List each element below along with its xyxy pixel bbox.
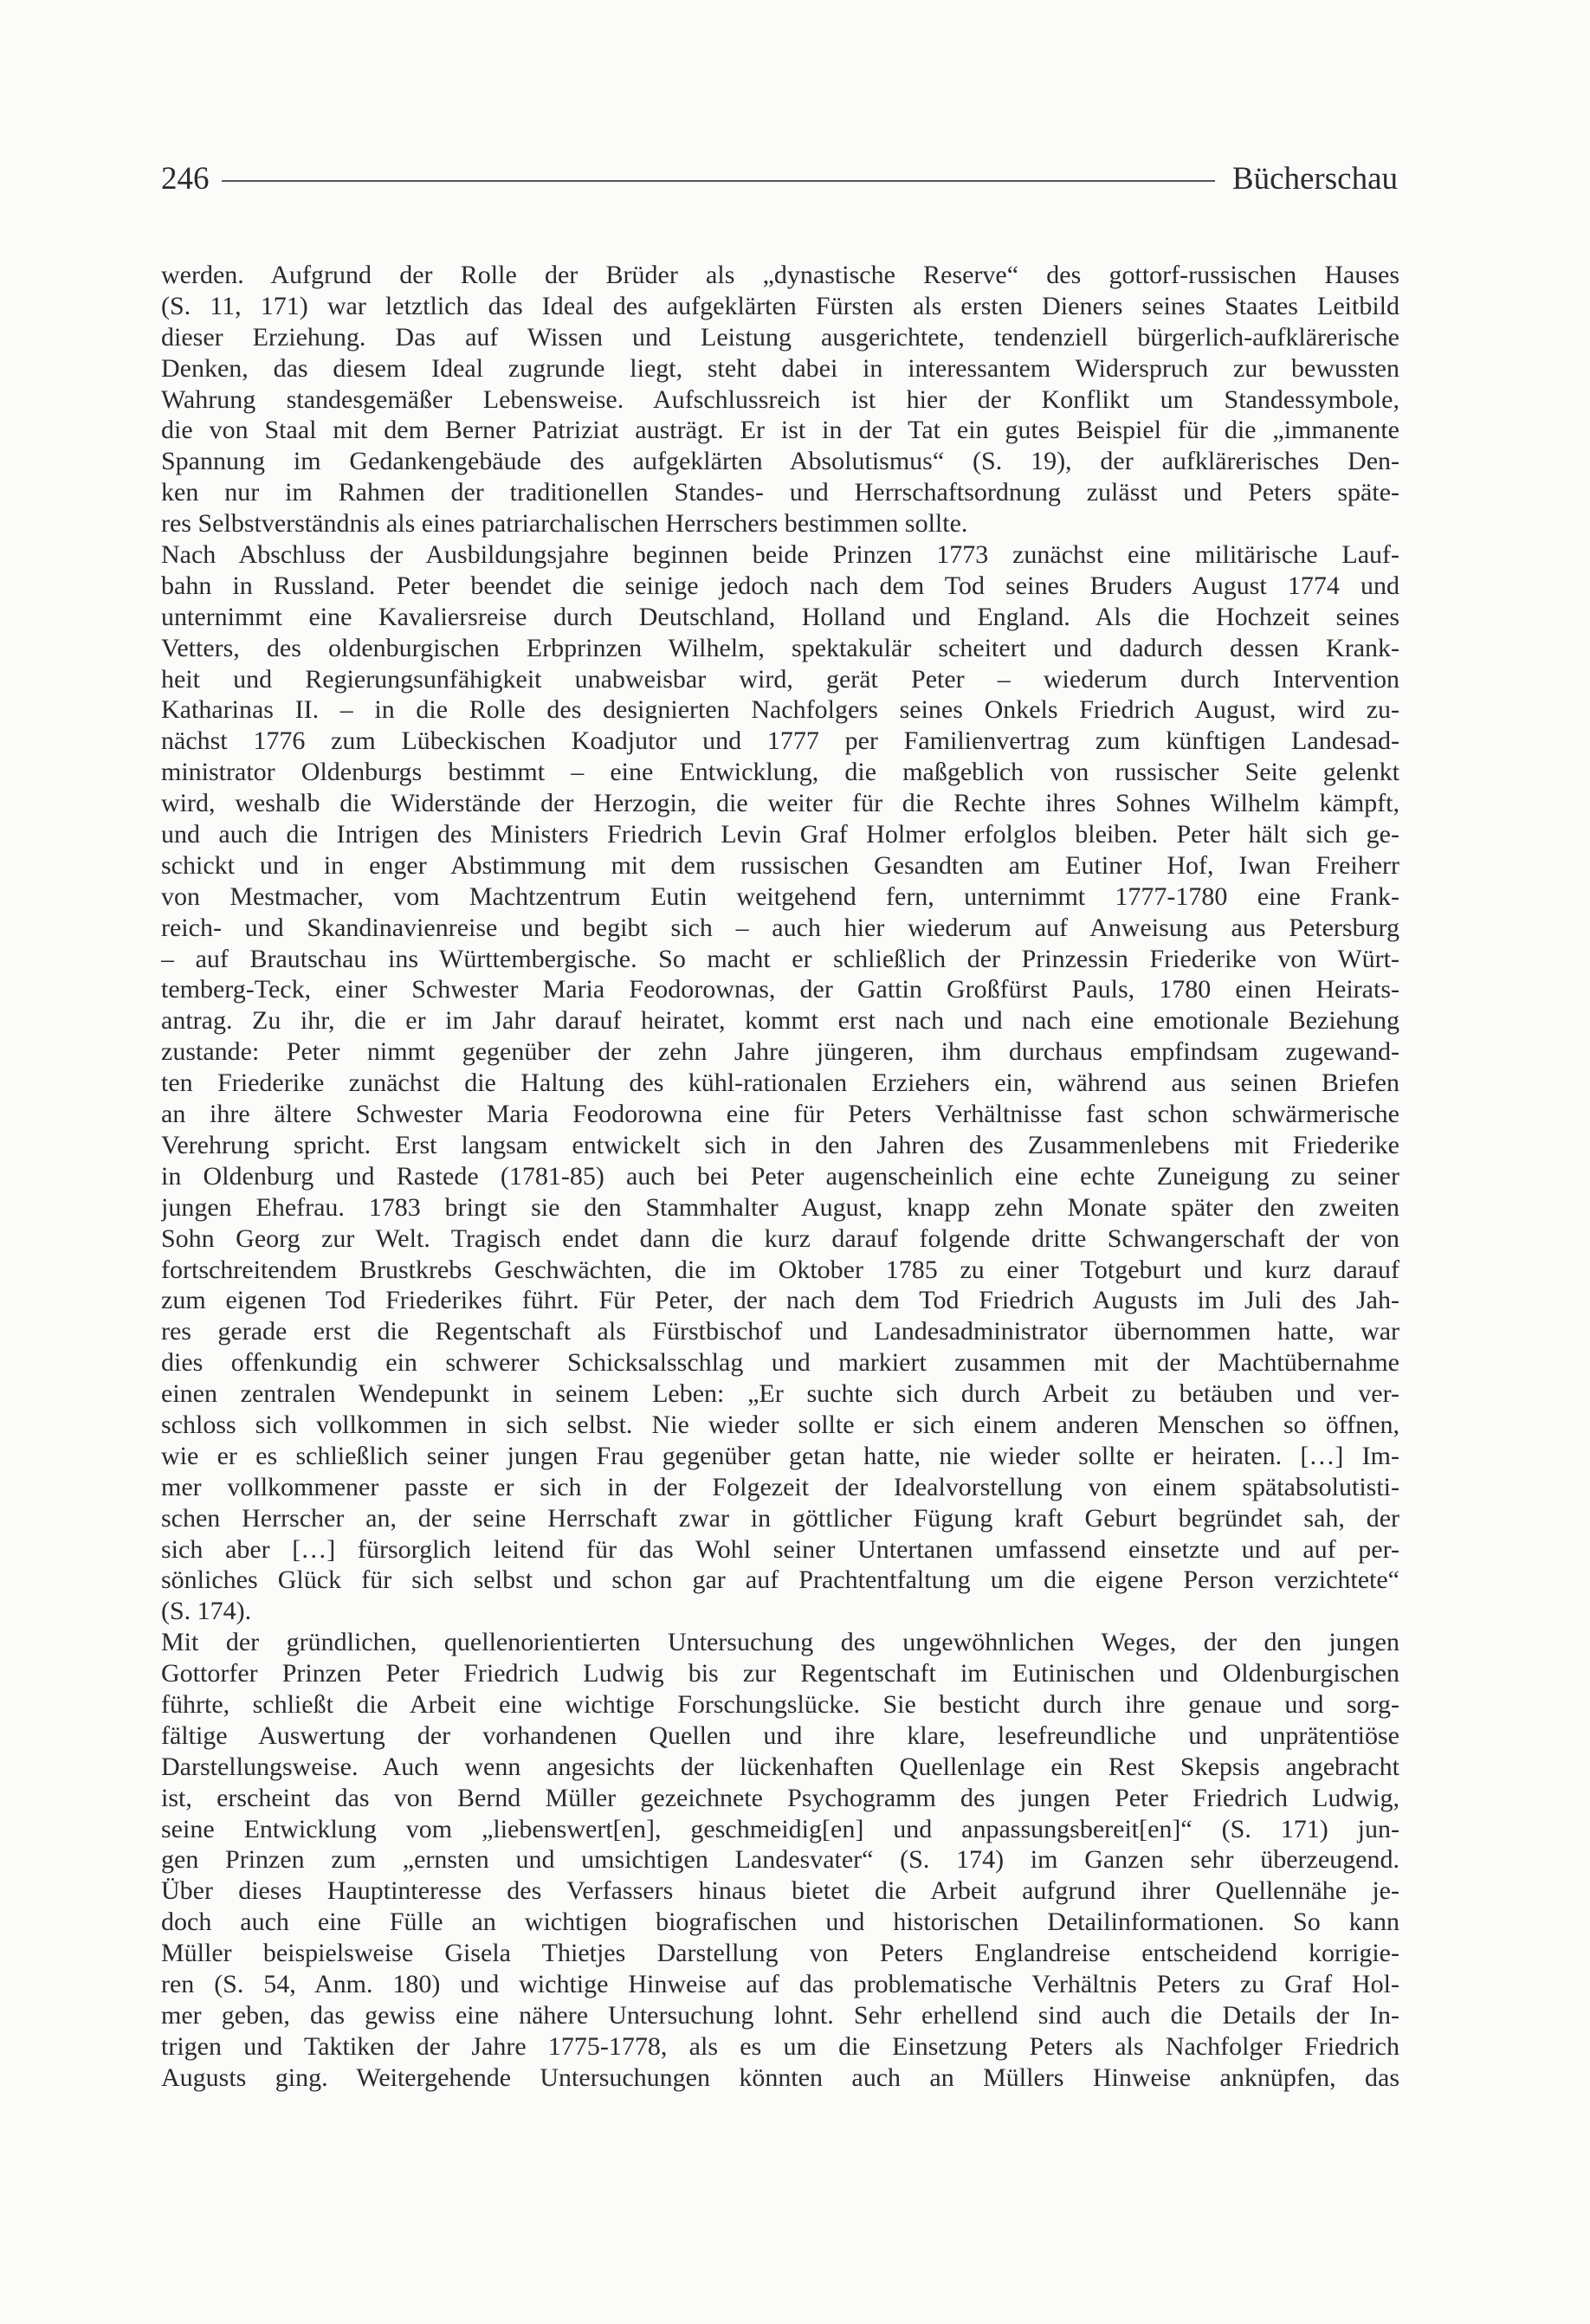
- body-text: [161, 260, 1399, 2094]
- text-line: ist, erscheint das von Bernd Müller gezeichnete Psychogramm des jungen Peter Friedrich Ludwig,: [161, 1783, 1399, 1812]
- text-line: Katharinas II. – in die Rolle des designierten Nachfolgers seines Onkels Friedrich August, wird zu-: [161, 695, 1399, 725]
- text-line: sich aber […] fürsorglich leitend für das Wohl seiner Untertanen umfassend einsetzte und auf per-: [161, 1534, 1399, 1564]
- text-line: sönliches Glück für sich selbst und schon gar auf Prachtentfaltung um die eigene Person verzichtete“: [161, 1565, 1399, 1595]
- text-line: nächst 1776 zum Lübeckischen Koadjutor und 1777 per Familienvertrag zum künftigen Landesad-: [161, 726, 1399, 756]
- text-line: an ihre ältere Schwester Maria Feodorowna eine für Peters Verhältnisse fast schon schwärmerische: [161, 1100, 1399, 1129]
- text-line: Vetters, des oldenburgischen Erbprinzen Wilhelm, spektakulär scheitert und dadurch dessen Krank-: [161, 633, 1399, 662]
- text-line: Augusts ging. Weitergehende Untersuchungen könnten auch an Müllers Hinweise anknüpfen, das: [161, 2063, 1399, 2092]
- text-line: – auf Brautschau ins Württembergische. So macht er schließlich der Prinzessin Friederike von Würt-: [161, 944, 1399, 973]
- text-line: schickt und in enger Abstimmung mit dem russischen Gesandten am Eutiner Hof, Iwan Freiherr: [161, 850, 1399, 880]
- text-line: antrag. Zu ihr, die er im Jahr darauf heiratet, kommt erst nach und nach eine emotionale Beziehung: [161, 1006, 1399, 1036]
- text-line: werden. Aufgrund der Rolle der Brüder als „dynastische Reserve“ des gottorf-russischen Hauses: [161, 261, 1399, 289]
- text-line: wird, weshalb die Widerstände der Herzogin, die weiter für die Rechte ihres Sohnes Wilhelm kämpft,: [161, 789, 1399, 818]
- text-line: (S. 174).: [161, 1597, 252, 1626]
- text-line: unternimmt eine Kavaliersreise durch Deutschland, Holland und England. Als die Hochzeit seines: [161, 602, 1399, 631]
- text-line: bahn in Russland. Peter beendet die seinige jedoch nach dem Tod seines Bruders August 1774 und: [161, 571, 1399, 600]
- text-line: Über dieses Hauptinteresse des Verfassers hinaus bietet die Arbeit aufgrund ihrer Quellennähe je-: [161, 1876, 1399, 1906]
- text-line: fortschreitendem Brustkrebs Geschwächten, die im Oktober 1785 zu einer Totgeburt und kurz darauf: [161, 1255, 1399, 1284]
- text-line: in Oldenburg und Rastede (1781-85) auch bei Peter augenscheinlich eine echte Zuneigung zu seiner: [161, 1161, 1399, 1191]
- text-line: (S. 11, 171) war letztlich das Ideal des aufgeklärten Fürsten als ersten Dieners seines Staates Leitbild: [161, 291, 1399, 320]
- text-line: zustande: Peter nimmt gegenüber der zehn Jahre jüngeren, ihm durchaus empfindsam zugewand-: [161, 1037, 1399, 1067]
- page-header: [161, 152, 1398, 204]
- text-line: ren (S. 54, Anm. 180) und wichtige Hinweise auf das problematische Verhältnis Peters zu Graf Hol-: [161, 1969, 1399, 1998]
- text-line: reich- und Skandinavienreise und begibt sich – auch hier wiederum auf Anweisung aus Petersburg: [161, 913, 1399, 942]
- text-line: Denken, das diesem Ideal zugrunde liegt, steht dabei in interessantem Widerspruch zur bewussten: [161, 353, 1399, 383]
- text-line: einen zentralen Wendepunkt in seinem Leben: „Er suchte sich durch Arbeit zu betäuben und ver-: [161, 1379, 1399, 1409]
- text-line: Müller beispielsweise Gisela Thietjes Darstellung von Peters Englandreise entscheidend korrigie-: [161, 1939, 1399, 1968]
- text-line: schen Herrscher an, der seine Herrschaft zwar in göttlicher Fügung kraft Geburt begründet sah, der: [161, 1503, 1399, 1533]
- text-line: Verehrung spricht. Erst langsam entwickelt sich in den Jahren des Zusammenlebens mit Friederike: [161, 1130, 1399, 1159]
- text-line: gen Prinzen zum „ernsten und umsichtigen Landesvater“ (S. 174) im Ganzen sehr überzeugend.: [161, 1845, 1399, 1875]
- text-line: res Selbstverständnis als eines patriarchalischen Herrschers bestimmen sollte.: [161, 509, 968, 539]
- text-line: dies offenkundig ein schwerer Schicksalsschlag und markiert zusammen mit der Machtübernahme: [161, 1348, 1399, 1378]
- text-line: Mit der gründlichen, quellenorientierten Untersuchung des ungewöhnlichen Weges, der den jungen: [161, 1628, 1399, 1657]
- text-line: res gerade erst die Regentschaft als Fürstbischof und Landesadministrator übernommen hatte, war: [161, 1317, 1399, 1346]
- text-line: fältige Auswertung der vorhandenen Quellen und ihre klare, lesefreundliche und unprätentiöse: [161, 1720, 1399, 1750]
- text-line: ministrator Oldenburgs bestimmt – eine Entwicklung, die maßgeblich von russischer Seite gelenkt: [161, 758, 1399, 787]
- text-line: führte, schließt die Arbeit eine wichtige Forschungslücke. Sie besticht durch ihre genaue und sorg-: [161, 1689, 1399, 1719]
- text-line: jungen Ehefrau. 1783 bringt sie den Stammhalter August, knapp zehn Monate später den zweiten: [161, 1192, 1399, 1222]
- text-line: schloss sich vollkommen in sich selbst. Nie wieder sollte er sich einem anderen Menschen so öffnen,: [161, 1410, 1399, 1439]
- text-line: mer geben, das gewiss eine nähere Untersuchung lohnt. Sehr erhellend sind auch die Details der In-: [161, 2000, 1399, 2030]
- text-line: Nach Abschluss der Ausbildungsjahre beginnen beide Prinzen 1773 zunächst eine militärische Lauf-: [161, 540, 1399, 570]
- text-line: temberg-Teck, einer Schwester Maria Feodorownas, der Gattin Großfürst Pauls, 1780 einen Heirats-: [161, 975, 1399, 1004]
- header-rule: [222, 180, 1215, 182]
- text-line: Gottorfer Prinzen Peter Friedrich Ludwig bis zur Regentschaft im Eutinischen und Oldenburgischen: [161, 1659, 1399, 1688]
- text-line: heit und Regierungsunfähigkeit unabweisbar wird, gerät Peter – wiederum durch Intervention: [161, 664, 1399, 694]
- text-line: wie er es schließlich seiner jungen Frau gegenüber getan hatte, nie wieder sollte er heiraten. […] Im-: [161, 1441, 1399, 1470]
- text-line: seine Entwicklung vom „liebenswert[en], geschmeidig[en] und anpassungsbereit[en]“ (S. 171) jun-: [161, 1814, 1399, 1843]
- text-line: und auch die Intrigen des Ministers Friedrich Levin Graf Holmer erfolglos bleiben. Peter hält sich ge-: [161, 820, 1399, 849]
- text-line: dieser Erziehung. Das auf Wissen und Leistung ausgerichtete, tendenziell bürgerlich-aufklärerische: [161, 322, 1399, 352]
- text-line: Spannung im Gedankengebäude des aufgeklärten Absolutismus“ (S. 19), der aufklärerisches Den-: [161, 447, 1399, 476]
- text-line: ten Friederike zunächst die Haltung des kühl-rationalen Erziehers ein, während aus seinen Briefen: [161, 1068, 1399, 1098]
- running-title: Bücherschau: [1231, 160, 1398, 197]
- text-line: die von Staal mit dem Berner Patriziat austrägt. Er ist in der Tat ein gutes Beispiel für die „immanente: [161, 416, 1399, 445]
- text-line: von Mestmacher, vom Machtzentrum Eutin weitgehend fern, unternimmt 1777-1780 eine Frank-: [161, 881, 1399, 911]
- text-line: zum eigenen Tod Friederikes führt. Für Peter, der nach dem Tod Friedrich Augusts im Juli des Jah-: [161, 1286, 1399, 1315]
- text-line: trigen und Taktiken der Jahre 1775-1778, als es um die Einsetzung Peters als Nachfolger Friedrich: [161, 2031, 1399, 2061]
- text-line: Sohn Georg zur Welt. Tragisch endet dann die kurz darauf folgende dritte Schwangerschaft der von: [161, 1223, 1399, 1253]
- text-line: Wahrung standesgemäßer Lebensweise. Aufschlussreich ist hier der Konflikt um Standessymbole,: [161, 384, 1399, 414]
- text-line: doch auch eine Fülle an wichtigen biografischen und historischen Detailinformationen. So kann: [161, 1908, 1399, 1937]
- page-number: 246: [161, 160, 210, 197]
- text-line: mer vollkommener passte er sich in der Folgezeit der Idealvorstellung von einem spätabsolutisti-: [161, 1472, 1399, 1501]
- text-line: ken nur im Rahmen der traditionellen Standes- und Herrschaftsordnung zulässt und Peters späte-: [161, 478, 1399, 507]
- text-line: Darstellungsweise. Auch wenn angesichts der lückenhaften Quellenlage ein Rest Skepsis angebracht: [161, 1752, 1399, 1781]
